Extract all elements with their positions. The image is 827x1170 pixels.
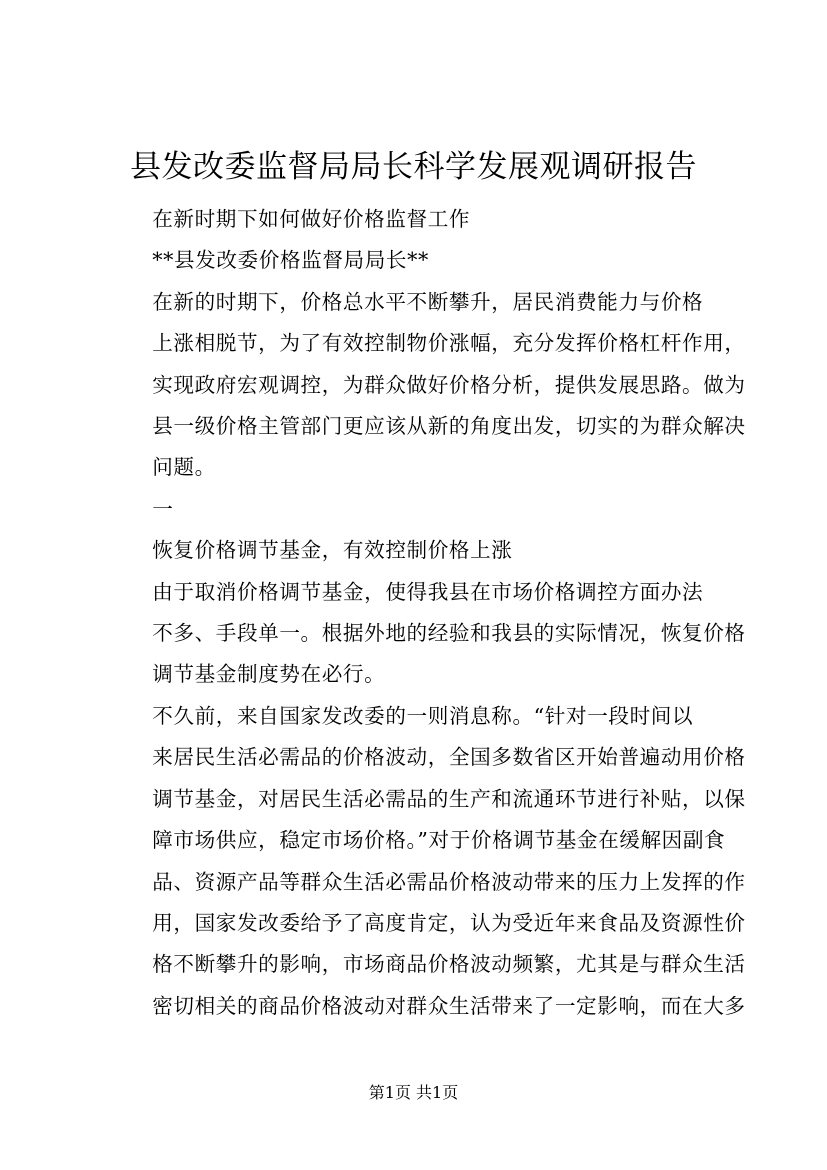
- text-line: 一: [152, 496, 174, 521]
- text-line: **县发改委价格监督局局长**: [152, 248, 429, 273]
- text-line: 实现政府宏观调控，为群众做好价格分析，提供发展思路。做为: [152, 372, 746, 397]
- text-line: 不多、手段单一。根据外地的经验和我县的实际情况，恢复价格: [152, 621, 746, 646]
- document-body: [111, 199, 746, 1027]
- paragraph: [111, 489, 735, 530]
- paragraph: [111, 572, 746, 696]
- paragraph: [111, 696, 746, 1027]
- text-line: 在新的时期下，价格总水平不断攀升，居民消费能力与价格: [152, 289, 704, 314]
- paragraph: [111, 282, 746, 489]
- paragraph: [111, 530, 735, 571]
- text-line: 上涨相脱节，为了有效控制物价涨幅，充分发挥价格杠杆作用，: [152, 331, 746, 356]
- text-line: 密切相关的商品价格波动对群众生活带来了一定影响，而在大多: [152, 993, 746, 1018]
- text-line: 县一级价格主管部门更应该从新的角度出发，切实的为群众解决: [152, 414, 746, 439]
- paragraph: [111, 240, 735, 281]
- page-footer: 第1页 共1页: [368, 1083, 459, 1102]
- text-line: 在新时期下如何做好价格监督工作: [152, 207, 471, 231]
- text-line: 来居民生活必需品的价格波动，全国多数省区开始普遍动用价格: [152, 745, 746, 770]
- text-line: 调节基金，对居民生活必需品的生产和流通环节进行补贴，以保: [152, 786, 746, 811]
- text-line: 问题。: [152, 455, 216, 480]
- text-line: 调节基金制度势在必行。: [152, 662, 386, 687]
- text-line: 格不断攀升的影响，市场商品价格波动频繁，尤其是与群众生活: [152, 952, 746, 977]
- text-line: 障市场供应，稳定市场价格。”对于价格调节基金在缓解因副食: [152, 828, 726, 853]
- text-line: 不久前，来自国家发改委的一则消息称。“针对一段时间以: [152, 703, 694, 728]
- document-title: 县发改委监督局局长科学发展观调研报告: [130, 149, 697, 185]
- text-line: 品、资源产品等群众生活必需品价格波动带来的压力上发挥的作: [152, 869, 746, 894]
- text-line: 用，国家发改委给予了高度肯定，认为受近年来食品及资源性价: [152, 910, 746, 935]
- text-line: 恢复价格调节基金，有效控制价格上涨: [152, 538, 513, 563]
- paragraph: [111, 199, 735, 240]
- text-line: 由于取消价格调节基金，使得我县在市场价格调控方面办法: [152, 579, 704, 604]
